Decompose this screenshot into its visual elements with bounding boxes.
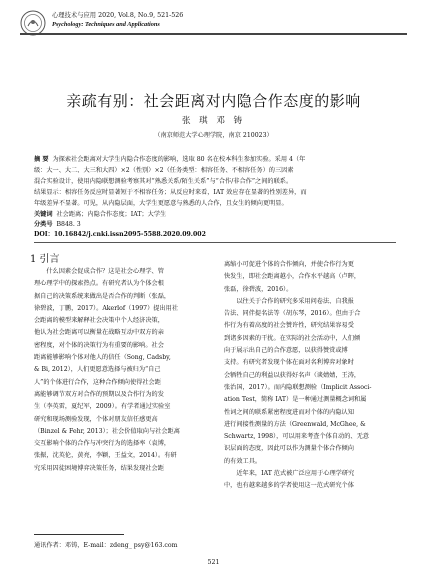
- body-line: 理心理学中的探索热点。有研究者认为个体会根: [34, 280, 164, 288]
- body-line: ation Test，简称 IAT）是一种通过测量概念词和属: [224, 396, 367, 404]
- classification-label: 分类号: [34, 221, 53, 228]
- body-line: 会牺牲自己的利益以获得好名声（谈婧婧，王涛，: [224, 371, 361, 379]
- classification-number: B848. 3: [56, 221, 81, 228]
- body-line: 什么因素会促成合作？这是社会心理学、管: [34, 268, 164, 275]
- body-line: 张磊，徐碧波，2016）。: [224, 285, 293, 293]
- abstract-line: 摘 要 为探索社会距离对大学生内隐合作态度的影响，选取 80 名在校本科生参加实验。采用 4（年: [34, 156, 306, 163]
- body-line: 进行间接性测量的方法（Greenwald, McGhee, &: [224, 420, 366, 428]
- body-line: 徐碧波，丁鹏，2017）。Akerlof（1997）提出用社: [34, 304, 179, 312]
- body-line: 告法、同伴提名法等（胡东琴，2016）。但由于合: [224, 310, 361, 318]
- abstract-rule: [34, 242, 396, 243]
- body-line: 他认为社会距离可以衡量在战略互动中双方的亲: [34, 329, 164, 337]
- footnote: 通讯作者：邓铸，E-mail：zdeng_ psy@163.com: [34, 542, 178, 549]
- abstract-line: 混合实验设计，使用内隐联想测验考察其对“熟悉关系/陌生关系”与“合作/非合作”之间的联系。: [34, 178, 293, 185]
- journal-name-cn: 心理技术与应用 2020, Vol.8, No.9, 521-526: [52, 12, 184, 19]
- body-line: 张治国，2017）。而内隐联想测验（Implicit Associ-: [224, 383, 372, 391]
- body-line: 研究和现场测验发现，个体对朋友信任感更高: [34, 415, 158, 423]
- body-line: 距离能够影响个体对他人的信任（Song, Cadsby,: [34, 354, 171, 362]
- page-number: 521: [207, 559, 220, 566]
- abstract-label: 摘 要: [34, 156, 49, 163]
- abstract-line: 结果显示：相容任务反应时显著短于不相容任务；从反应时来看，IAT 效应存在显著的性别差异，而: [34, 189, 307, 196]
- body-column-left: [34, 266, 206, 475]
- body-line: 究采用囚徒困境博弈决策任务，结果发现社会距: [34, 464, 164, 472]
- journal-name-en: Psychology: Techniques and Applications: [52, 21, 160, 28]
- body-line: 会距离的模型来解释社会决策中个人经济决策，: [34, 317, 164, 325]
- body-line: （Binzel & Fehr, 2013）；社会价值取向与社会距离: [34, 427, 180, 435]
- body-line: 作行为有着高度的社会赞许性，研究结果容易受: [224, 322, 354, 330]
- keywords-label: 关键词: [34, 211, 53, 218]
- abstract-line: 级：大一、大二、大三和大四）×2（性别）×2（任务类型：相容任务、不相容任务）的三因素: [34, 167, 294, 174]
- abstract-line: 年级差异不显著。可见，从内隐层面，大学生更愿意与熟悉的人合作，且女生的倾向更明显。: [34, 200, 288, 207]
- footnote-rule: [34, 534, 124, 535]
- body-line: 离缩小可促进个体的合作倾向，并使合作行为更: [224, 261, 354, 268]
- body-line: 的有效工具。: [224, 457, 262, 465]
- body-line: 向于展示出自己的合作意愿，以获得赞赏或博: [224, 347, 348, 355]
- body-line: 密程度，对个体的决策行为有重要的影响。社会: [34, 341, 164, 349]
- body-line: 中，也有越来越多的学者使用这一范式研究个体: [224, 482, 354, 490]
- body-line: Schwartz, 1998），可以用来考查个体自动的、无意: [224, 433, 369, 441]
- keywords: 社会距离；内隐合作态度；IAT；大学生: [56, 211, 167, 218]
- article-affiliation: （南京师范大学心理学院，南京 210023）: [154, 132, 273, 139]
- body-line: 到诸多因素的干扰。在实际的社会活动中，人们倾: [224, 334, 361, 342]
- body-line: 生（李英雷，夏纪军，2009）。有学者通过实验室: [34, 403, 171, 411]
- article-authors: 张 琪 邓 铸: [181, 116, 246, 126]
- body-line: 张振，沈英伦，黄亮，李颖，王益文，2014）。有研: [34, 452, 177, 460]
- body-line: 支持。有研究者发现个体在面对名利博弈对象时: [224, 359, 354, 367]
- body-line: 以往关于合作的研究多采用问卷法、自我报: [224, 297, 354, 305]
- body-line: 交互影响个体的合作与冲突行为的选择率（袁博，: [34, 440, 171, 448]
- body-line: & Bi, 2012），人们更愿意选择与被归为“自己: [34, 366, 161, 374]
- body-line: 据自己的决策系统来做出是否合作的判断（张磊，: [34, 292, 171, 300]
- article-title: 亲疏有别：社会距离对内隐合作态度的影响: [66, 92, 361, 110]
- header-rule: [20, 33, 407, 35]
- body-column-right: [224, 259, 396, 493]
- body-line: 离能够调节双方对合作的预期以及合作行为的发: [34, 390, 164, 398]
- body-line: 快发生，即社会距离越小，合作水平越高（卢晖，: [224, 273, 361, 281]
- section-heading: 1 引言: [30, 254, 60, 265]
- body-line: 人”的个体进行合作，这种合作倾向使得社会距: [34, 378, 161, 386]
- doi: DOI：10.16842/j.cnki.issn2095-5588.2020.09.002: [34, 231, 206, 238]
- body-line: 近年来，IAT 范式被广泛应用于心理学研究: [224, 470, 355, 478]
- body-line: 识层面的态度，因此可以作为测量个体合作倾向: [224, 445, 354, 453]
- body-line: 性词之间的联系紧密程度进而对个体的内隐认知: [224, 408, 354, 416]
